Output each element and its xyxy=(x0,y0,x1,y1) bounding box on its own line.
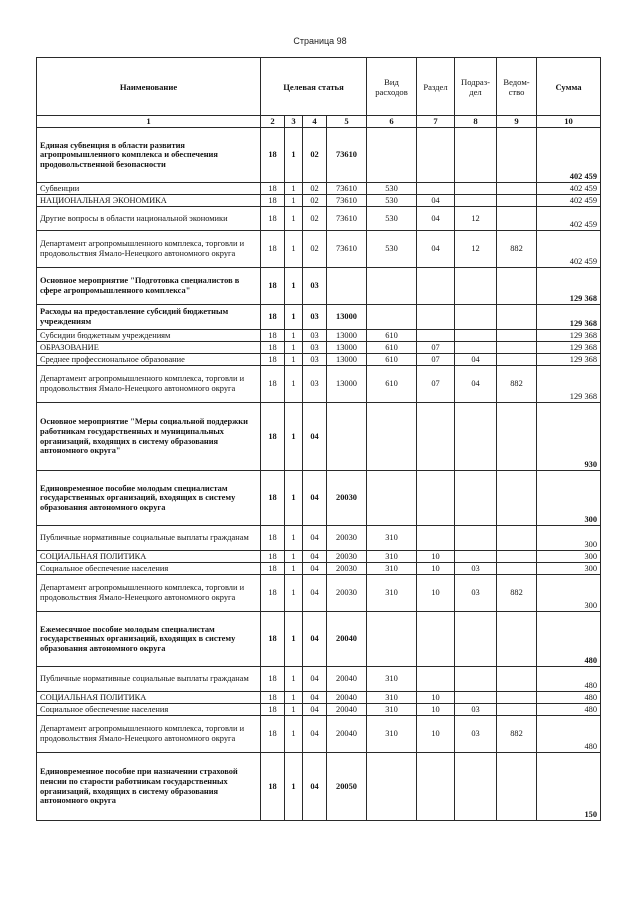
row-code-c9 xyxy=(497,551,537,563)
row-code-c5: 73610 xyxy=(327,207,367,231)
row-sum: 300 xyxy=(537,471,601,526)
col-number: 1 xyxy=(37,116,261,128)
row-name: Другие вопросы в области национальной экономики xyxy=(37,207,261,231)
row-code-c9 xyxy=(497,207,537,231)
table-row xyxy=(37,330,601,342)
row-code-c6: 310 xyxy=(367,704,417,716)
row-sum: 480 xyxy=(537,704,601,716)
row-sum: 402 459 xyxy=(537,231,601,268)
row-code-c6: 610 xyxy=(367,354,417,366)
row-code-c2: 18 xyxy=(261,403,285,471)
col-number: 4 xyxy=(303,116,327,128)
row-code-c6: 310 xyxy=(367,716,417,753)
table-row xyxy=(37,716,601,753)
row-code-c3: 1 xyxy=(285,612,303,667)
table-row xyxy=(37,342,601,354)
row-code-c2: 18 xyxy=(261,612,285,667)
row-code-c8 xyxy=(455,667,497,692)
row-sum: 129 368 xyxy=(537,366,601,403)
row-name: СОЦИАЛЬНАЯ ПОЛИТИКА xyxy=(37,551,261,563)
row-code-c8: 12 xyxy=(455,207,497,231)
row-code-c8: 03 xyxy=(455,704,497,716)
row-code-c9: 882 xyxy=(497,231,537,268)
row-code-c4: 03 xyxy=(303,330,327,342)
header-name: Наименование xyxy=(37,58,261,116)
row-code-c2: 18 xyxy=(261,692,285,704)
row-code-c5 xyxy=(327,403,367,471)
row-code-c8 xyxy=(455,342,497,354)
row-code-c8 xyxy=(455,551,497,563)
row-code-c9 xyxy=(497,305,537,330)
table-row xyxy=(37,551,601,563)
row-code-c7 xyxy=(417,753,455,821)
row-name: Социальное обеспечение населения xyxy=(37,563,261,575)
row-code-c9 xyxy=(497,195,537,207)
row-code-c2: 18 xyxy=(261,354,285,366)
row-code-c4: 04 xyxy=(303,753,327,821)
budget-table xyxy=(36,57,601,821)
row-sum: 300 xyxy=(537,526,601,551)
table-row xyxy=(37,563,601,575)
row-code-c8: 12 xyxy=(455,231,497,268)
row-code-c2: 18 xyxy=(261,207,285,231)
row-name: Публичные нормативные социальные выплаты гражданам xyxy=(37,667,261,692)
row-code-c4: 04 xyxy=(303,403,327,471)
row-code-c9 xyxy=(497,342,537,354)
row-code-c5: 20030 xyxy=(327,575,367,612)
table-row xyxy=(37,575,601,612)
row-sum: 930 xyxy=(537,403,601,471)
row-name: Среднее профессиональное образование xyxy=(37,354,261,366)
row-code-c3: 1 xyxy=(285,575,303,612)
row-code-c8 xyxy=(455,403,497,471)
row-code-c2: 18 xyxy=(261,753,285,821)
row-code-c9 xyxy=(497,667,537,692)
column-number-row xyxy=(37,116,601,128)
row-code-c4: 04 xyxy=(303,575,327,612)
budget-table-container xyxy=(36,57,601,821)
row-code-c6: 530 xyxy=(367,231,417,268)
row-code-c9 xyxy=(497,183,537,195)
row-code-c3: 1 xyxy=(285,183,303,195)
col-number: 5 xyxy=(327,116,367,128)
row-code-c6 xyxy=(367,753,417,821)
row-code-c5: 20040 xyxy=(327,704,367,716)
row-code-c5: 13000 xyxy=(327,305,367,330)
row-code-c4: 04 xyxy=(303,716,327,753)
row-code-c6: 310 xyxy=(367,692,417,704)
row-sum: 129 368 xyxy=(537,305,601,330)
row-code-c3: 1 xyxy=(285,128,303,183)
row-sum: 480 xyxy=(537,612,601,667)
row-code-c7: 10 xyxy=(417,716,455,753)
table-row xyxy=(37,692,601,704)
row-code-c3: 1 xyxy=(285,207,303,231)
row-code-c9: 882 xyxy=(497,366,537,403)
table-row xyxy=(37,207,601,231)
table-row xyxy=(37,753,601,821)
row-name: Департамент агропромышленного комплекса, торговли и продовольствия Ямало-Ненецкого автономного округа xyxy=(37,716,261,753)
row-code-c5 xyxy=(327,268,367,305)
row-code-c8: 03 xyxy=(455,716,497,753)
row-code-c4: 02 xyxy=(303,128,327,183)
row-code-c4: 04 xyxy=(303,526,327,551)
row-code-c3: 1 xyxy=(285,692,303,704)
row-code-c8 xyxy=(455,330,497,342)
row-code-c3: 1 xyxy=(285,342,303,354)
col-number: 7 xyxy=(417,116,455,128)
row-code-c4: 02 xyxy=(303,183,327,195)
row-code-c3: 1 xyxy=(285,195,303,207)
row-code-c8: 03 xyxy=(455,575,497,612)
row-code-c7: 10 xyxy=(417,692,455,704)
row-code-c4: 03 xyxy=(303,354,327,366)
row-name: Единовременное пособие молодым специалистам государственных организаций, входящих в систему образования автономного округа xyxy=(37,471,261,526)
row-code-c7: 10 xyxy=(417,704,455,716)
row-code-c4: 03 xyxy=(303,366,327,403)
row-code-c5: 20030 xyxy=(327,526,367,551)
row-code-c5: 20040 xyxy=(327,667,367,692)
row-code-c3: 1 xyxy=(285,716,303,753)
row-sum: 402 459 xyxy=(537,183,601,195)
row-code-c2: 18 xyxy=(261,128,285,183)
page-header: Страница 98 xyxy=(293,36,347,46)
row-code-c2: 18 xyxy=(261,195,285,207)
row-code-c3: 1 xyxy=(285,704,303,716)
row-code-c2: 18 xyxy=(261,231,285,268)
row-code-c5: 20030 xyxy=(327,471,367,526)
row-code-c6: 310 xyxy=(367,526,417,551)
row-name: Социальное обеспечение населения xyxy=(37,704,261,716)
row-name: Субвенции xyxy=(37,183,261,195)
row-code-c4: 03 xyxy=(303,342,327,354)
row-code-c5: 13000 xyxy=(327,342,367,354)
table-row xyxy=(37,612,601,667)
row-code-c3: 1 xyxy=(285,753,303,821)
row-code-c6: 610 xyxy=(367,366,417,403)
row-code-c2: 18 xyxy=(261,330,285,342)
row-sum: 129 368 xyxy=(537,268,601,305)
row-code-c2: 18 xyxy=(261,268,285,305)
row-code-c3: 1 xyxy=(285,354,303,366)
row-code-c9 xyxy=(497,612,537,667)
col-number: 10 xyxy=(537,116,601,128)
row-code-c9 xyxy=(497,692,537,704)
row-sum: 402 459 xyxy=(537,207,601,231)
row-code-c2: 18 xyxy=(261,563,285,575)
row-code-c9: 882 xyxy=(497,716,537,753)
row-code-c9 xyxy=(497,403,537,471)
row-code-c6: 610 xyxy=(367,342,417,354)
row-code-c8: 03 xyxy=(455,563,497,575)
row-code-c7 xyxy=(417,305,455,330)
row-code-c8 xyxy=(455,305,497,330)
row-sum: 300 xyxy=(537,551,601,563)
row-code-c2: 18 xyxy=(261,575,285,612)
row-code-c8 xyxy=(455,526,497,551)
row-code-c5: 20030 xyxy=(327,551,367,563)
row-sum: 129 368 xyxy=(537,354,601,366)
row-code-c4: 04 xyxy=(303,471,327,526)
header-summa: Сумма xyxy=(537,58,601,116)
row-name: Субсидии бюджетным учреждениям xyxy=(37,330,261,342)
row-code-c9 xyxy=(497,330,537,342)
row-code-c2: 18 xyxy=(261,704,285,716)
col-number: 6 xyxy=(367,116,417,128)
header-razdel: Раздел xyxy=(417,58,455,116)
row-code-c5: 13000 xyxy=(327,366,367,403)
row-code-c4: 04 xyxy=(303,667,327,692)
table-row xyxy=(37,704,601,716)
row-name: Основное мероприятие "Подготовка специалистов в сфере агропромышленного комплекса" xyxy=(37,268,261,305)
row-code-c6: 530 xyxy=(367,195,417,207)
row-code-c2: 18 xyxy=(261,526,285,551)
row-code-c5: 13000 xyxy=(327,354,367,366)
col-number: 9 xyxy=(497,116,537,128)
row-code-c6: 310 xyxy=(367,551,417,563)
row-code-c5: 73610 xyxy=(327,183,367,195)
row-code-c3: 1 xyxy=(285,268,303,305)
row-code-c4: 02 xyxy=(303,207,327,231)
table-row xyxy=(37,305,601,330)
row-code-c3: 1 xyxy=(285,667,303,692)
row-name: Ежемесячное пособие молодым специалистам государственных организаций, входящих в систему образования автономного округа xyxy=(37,612,261,667)
table-row xyxy=(37,231,601,268)
row-code-c2: 18 xyxy=(261,342,285,354)
row-code-c7: 04 xyxy=(417,195,455,207)
row-sum: 300 xyxy=(537,563,601,575)
row-code-c3: 1 xyxy=(285,330,303,342)
row-code-c9: 882 xyxy=(497,575,537,612)
row-code-c7 xyxy=(417,268,455,305)
row-code-c3: 1 xyxy=(285,403,303,471)
table-row xyxy=(37,268,601,305)
col-number: 3 xyxy=(285,116,303,128)
row-code-c5: 20040 xyxy=(327,612,367,667)
table-row xyxy=(37,195,601,207)
row-code-c6: 610 xyxy=(367,330,417,342)
row-sum: 129 368 xyxy=(537,342,601,354)
row-code-c6 xyxy=(367,305,417,330)
header-target: Целевая статья xyxy=(261,58,367,116)
row-code-c3: 1 xyxy=(285,305,303,330)
table-row xyxy=(37,354,601,366)
row-code-c7: 10 xyxy=(417,551,455,563)
row-code-c8 xyxy=(455,268,497,305)
row-code-c7: 04 xyxy=(417,207,455,231)
row-code-c4: 04 xyxy=(303,563,327,575)
row-code-c3: 1 xyxy=(285,231,303,268)
row-code-c6 xyxy=(367,268,417,305)
row-sum: 402 459 xyxy=(537,128,601,183)
row-name: Основное мероприятие "Меры социальной поддержки работникам государственных и муниципальных организаций, входящих в систему образования автономного округа" xyxy=(37,403,261,471)
row-code-c9 xyxy=(497,704,537,716)
row-code-c6: 310 xyxy=(367,575,417,612)
row-code-c3: 1 xyxy=(285,551,303,563)
row-code-c3: 1 xyxy=(285,526,303,551)
row-name: Публичные нормативные социальные выплаты гражданам xyxy=(37,526,261,551)
row-sum: 129 368 xyxy=(537,330,601,342)
row-name: Департамент агропромышленного комплекса, торговли и продовольствия Ямало-Ненецкого автономного округа xyxy=(37,366,261,403)
row-code-c7: 04 xyxy=(417,231,455,268)
row-code-c4: 02 xyxy=(303,195,327,207)
row-sum: 480 xyxy=(537,692,601,704)
row-code-c3: 1 xyxy=(285,366,303,403)
row-code-c6 xyxy=(367,128,417,183)
row-code-c7 xyxy=(417,471,455,526)
row-sum: 480 xyxy=(537,716,601,753)
row-code-c8 xyxy=(455,692,497,704)
row-name: НАЦИОНАЛЬНАЯ ЭКОНОМИКА xyxy=(37,195,261,207)
row-code-c6 xyxy=(367,403,417,471)
row-code-c7 xyxy=(417,667,455,692)
header-vid: Вид расходов xyxy=(367,58,417,116)
col-number: 8 xyxy=(455,116,497,128)
row-code-c6: 530 xyxy=(367,207,417,231)
row-code-c8 xyxy=(455,612,497,667)
row-code-c4: 04 xyxy=(303,551,327,563)
row-code-c9 xyxy=(497,354,537,366)
row-code-c7: 07 xyxy=(417,354,455,366)
row-code-c2: 18 xyxy=(261,305,285,330)
row-code-c4: 02 xyxy=(303,231,327,268)
row-code-c8: 04 xyxy=(455,366,497,403)
table-row xyxy=(37,128,601,183)
row-code-c4: 03 xyxy=(303,268,327,305)
row-code-c5: 73610 xyxy=(327,195,367,207)
row-sum: 480 xyxy=(537,667,601,692)
row-code-c6: 310 xyxy=(367,667,417,692)
row-code-c6: 310 xyxy=(367,563,417,575)
row-code-c2: 18 xyxy=(261,667,285,692)
row-code-c2: 18 xyxy=(261,366,285,403)
row-name: ОБРАЗОВАНИЕ xyxy=(37,342,261,354)
row-code-c9 xyxy=(497,753,537,821)
row-code-c7: 07 xyxy=(417,366,455,403)
table-row xyxy=(37,366,601,403)
row-name: СОЦИАЛЬНАЯ ПОЛИТИКА xyxy=(37,692,261,704)
row-code-c7: 07 xyxy=(417,342,455,354)
row-code-c8 xyxy=(455,183,497,195)
row-code-c2: 18 xyxy=(261,551,285,563)
row-code-c9 xyxy=(497,268,537,305)
row-code-c2: 18 xyxy=(261,471,285,526)
row-code-c2: 18 xyxy=(261,716,285,753)
row-code-c7 xyxy=(417,330,455,342)
row-name: Расходы на предоставление субсидий бюджетным учреждениям xyxy=(37,305,261,330)
row-code-c7: 10 xyxy=(417,563,455,575)
row-code-c5: 73610 xyxy=(327,231,367,268)
row-code-c5: 13000 xyxy=(327,330,367,342)
row-code-c6 xyxy=(367,471,417,526)
row-code-c9 xyxy=(497,471,537,526)
row-code-c3: 1 xyxy=(285,563,303,575)
row-code-c8 xyxy=(455,753,497,821)
row-name: Департамент агропромышленного комплекса, торговли и продовольствия Ямало-Ненецкого автономного округа xyxy=(37,575,261,612)
row-sum: 402 459 xyxy=(537,195,601,207)
row-code-c7 xyxy=(417,403,455,471)
table-row xyxy=(37,471,601,526)
row-code-c7 xyxy=(417,183,455,195)
row-sum: 150 xyxy=(537,753,601,821)
row-code-c4: 03 xyxy=(303,305,327,330)
row-name: Департамент агропромышленного комплекса, торговли и продовольствия Ямало-Ненецкого автономного округа xyxy=(37,231,261,268)
row-code-c9 xyxy=(497,526,537,551)
table-row xyxy=(37,403,601,471)
row-code-c3: 1 xyxy=(285,471,303,526)
row-sum: 300 xyxy=(537,575,601,612)
row-code-c6: 530 xyxy=(367,183,417,195)
row-code-c9 xyxy=(497,563,537,575)
row-name: Единовременное пособие при назначении страховой пенсии по старости работникам государственных организаций, входящих в систему образования автономного округа xyxy=(37,753,261,821)
row-code-c5: 20040 xyxy=(327,716,367,753)
row-code-c7: 10 xyxy=(417,575,455,612)
row-code-c8 xyxy=(455,195,497,207)
row-code-c5: 20040 xyxy=(327,692,367,704)
row-code-c8 xyxy=(455,471,497,526)
row-code-c5: 73610 xyxy=(327,128,367,183)
row-code-c8: 04 xyxy=(455,354,497,366)
row-code-c8 xyxy=(455,128,497,183)
table-row xyxy=(37,526,601,551)
row-code-c4: 04 xyxy=(303,704,327,716)
row-code-c6 xyxy=(367,612,417,667)
row-code-c2: 18 xyxy=(261,183,285,195)
row-code-c5: 20030 xyxy=(327,563,367,575)
table-row xyxy=(37,183,601,195)
header-vedomstvo: Ведом- ство xyxy=(497,58,537,116)
row-code-c4: 04 xyxy=(303,692,327,704)
row-code-c9 xyxy=(497,128,537,183)
row-code-c7 xyxy=(417,526,455,551)
col-number: 2 xyxy=(261,116,285,128)
header-podrazdel: Подраз- дел xyxy=(455,58,497,116)
table-row xyxy=(37,667,601,692)
row-code-c5: 20050 xyxy=(327,753,367,821)
row-name: Единая субвенция в области развития агропромышленного комплекса и обеспечения продовольственной безопасности xyxy=(37,128,261,183)
row-code-c7 xyxy=(417,612,455,667)
header-row xyxy=(37,58,601,116)
row-code-c7 xyxy=(417,128,455,183)
row-code-c4: 04 xyxy=(303,612,327,667)
